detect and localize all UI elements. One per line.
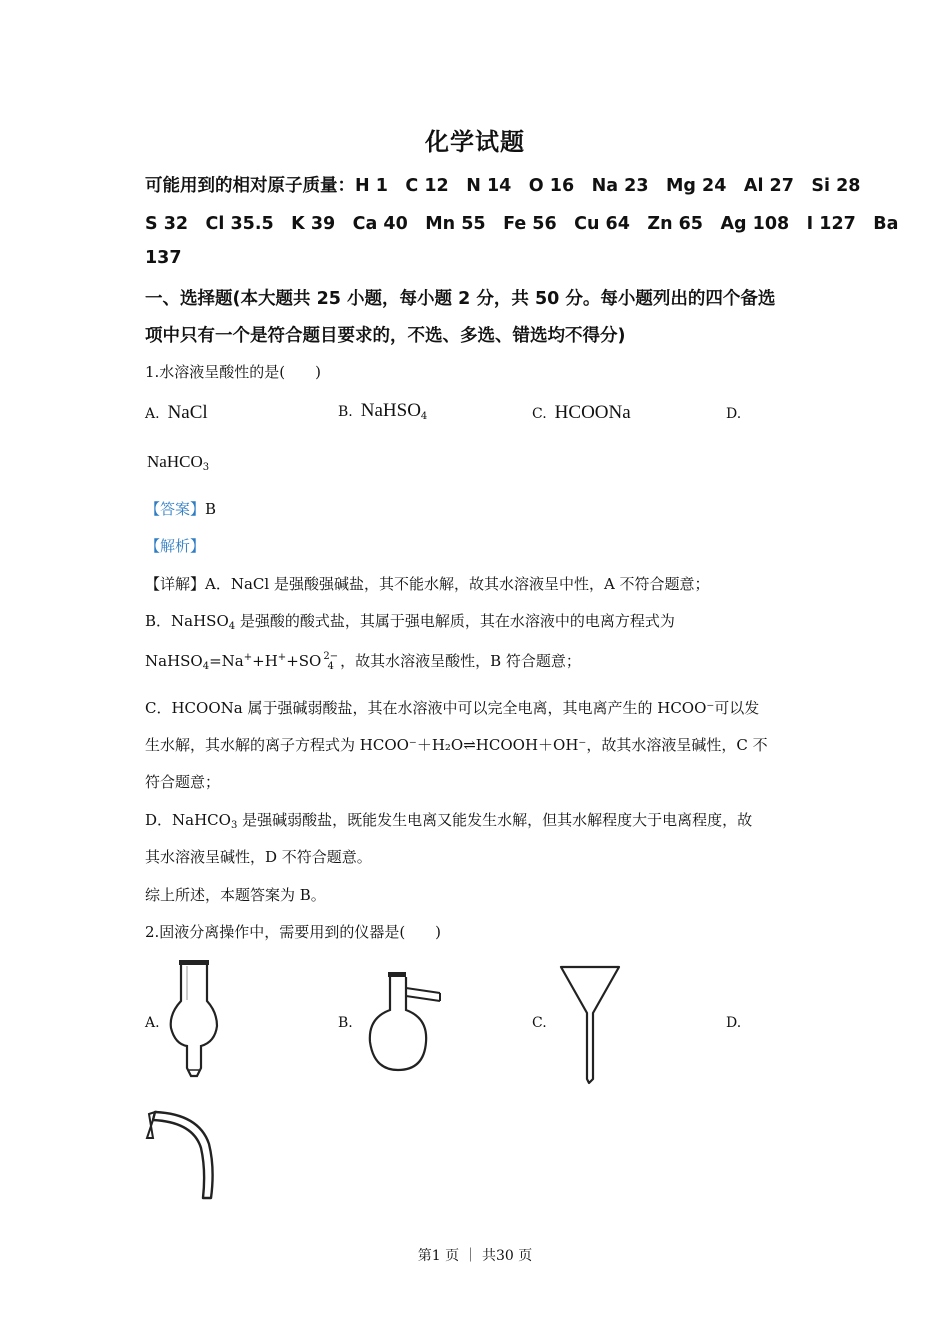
superscript: + — [277, 652, 287, 663]
detail-text: +SO — [286, 652, 322, 670]
q1-detail-b2 — [145, 650, 581, 672]
q1-summary: 综上所述，本题答案为 B。 — [145, 886, 326, 904]
page-title: 化学试题 — [425, 128, 525, 156]
detail-text: ，故其水溶液呈酸性，B 符合题意； — [340, 652, 581, 670]
subscript: 4 — [202, 661, 210, 672]
bent-glass-tube-icon — [143, 1110, 218, 1205]
ion-charge: 2− — [323, 651, 339, 662]
q1-option-c — [532, 402, 631, 424]
answer-value: B — [205, 500, 217, 518]
q1-detail-d2: 其水溶液呈碱性，D 不符合题意。 — [145, 848, 372, 866]
atomic-mass-line-1: 可能用到的相对原子质量：H 1 C 12 N 14 O 16 Na 23 Mg 24 Al 27 Si 28 — [145, 176, 861, 196]
q1-analysis-tag: 【解析】 — [145, 537, 206, 555]
answer-tag: 【答案】 — [145, 500, 206, 518]
distilling-flask-icon — [362, 968, 447, 1078]
subscript: 3 — [230, 820, 238, 831]
option-letter: D. — [726, 406, 742, 422]
q1-detail-d1 — [145, 809, 752, 831]
detail-text: =Na — [209, 652, 244, 670]
q1-answer — [145, 498, 216, 519]
q2-option-c-letter: C. — [532, 1015, 547, 1031]
detail-text: D．NaHCO — [145, 811, 231, 829]
atomic-mass-line-3: 137 — [145, 248, 182, 268]
option-formula: HCOONa — [554, 402, 631, 423]
pipette-bulb-icon — [165, 956, 225, 1086]
option-formula: NaHCO — [147, 452, 203, 471]
q1-detail-c3: 符合题意； — [145, 773, 221, 791]
option-formula: NaCl — [167, 402, 208, 423]
option-letter: A. — [145, 406, 160, 422]
detail-text: NaHSO — [145, 652, 203, 670]
subscript: 4 — [228, 621, 236, 632]
q1-detail-a: 【详解】A．NaCl 是强酸强碱盐，其不能水解，故其水溶液呈中性，A 不符合题意； — [145, 575, 710, 593]
superscript: + — [243, 652, 253, 663]
q1-option-a — [145, 402, 208, 424]
detail-text: 是强碱弱酸盐，既能发生电离又能发生水解，但其水解程度大于电离程度，故 — [237, 811, 753, 829]
option-formula: NaHSO — [360, 400, 421, 421]
detail-text: 是强酸的酸式盐，其属于强电解质，其在水溶液中的电离方程式为 — [235, 612, 675, 630]
q2-option-b-letter: B. — [338, 1015, 353, 1031]
q2-option-d-letter: D. — [726, 1015, 742, 1031]
ion-index: 4 — [327, 661, 334, 672]
section-heading-line-2: 项中只有一个是符合题目要求的，不选、多选、错选均不得分) — [145, 326, 626, 346]
detail-text: +H — [252, 652, 278, 670]
q1-stem: 1.水溶液呈酸性的是( ) — [145, 363, 322, 381]
q2-option-a-letter: A. — [145, 1015, 160, 1031]
page-footer: 第1 页 ｜ 共30 页 — [417, 1248, 533, 1264]
q2-stem: 2.固液分离操作中，需要用到的仪器是( ) — [145, 923, 442, 941]
q1-detail-c1: C．HCOONa 属于强碱弱酸盐，其在水溶液中可以完全电离，其电离产生的 HCOO⁻可以发 — [145, 699, 760, 717]
q1-option-b — [338, 400, 427, 422]
q1-option-d — [726, 406, 741, 422]
atomic-mass-line-2: S 32 Cl 35.5 K 39 Ca 40 Mn 55 Fe 56 Cu 64 Zn 65 Ag 108 I 127 Ba — [145, 214, 899, 234]
q1-option-d-formula — [147, 452, 209, 473]
funnel-icon — [555, 963, 625, 1088]
option-letter: B. — [338, 404, 353, 420]
ion-charge-stack — [323, 652, 338, 672]
section-heading-line-1: 一、选择题(本大题共 25 小题，每小题 2 分，共 50 分。每小题列出的四个备选 — [145, 289, 776, 309]
detail-text: B．NaHSO — [145, 612, 229, 630]
option-subscript: 3 — [202, 462, 210, 473]
option-subscript: 4 — [420, 411, 428, 422]
q1-detail-c2: 生水解，其水解的离子方程式为 HCOO⁻＋H₂O⇌HCOOH＋OH⁻，故其水溶液呈碱性，C 不 — [145, 736, 768, 754]
option-letter: C. — [532, 406, 547, 422]
q1-detail-b1 — [145, 610, 675, 632]
